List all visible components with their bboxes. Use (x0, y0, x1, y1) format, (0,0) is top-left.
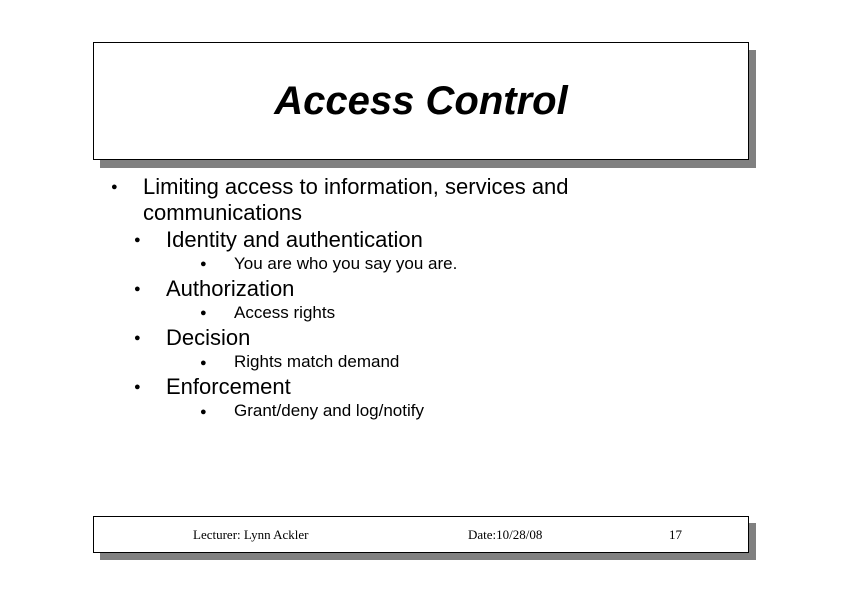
detail-identity: You are who you say you are. (234, 254, 458, 273)
detail-authorization: Access rights (234, 303, 336, 322)
bullet-icon: ● (200, 307, 207, 319)
sub-point-authorization: Authorization (166, 276, 295, 301)
bullet-icon: ● (134, 332, 141, 344)
detail-decision: Rights match demand (234, 352, 400, 371)
sub-point-identity: Identity and authentication (166, 227, 423, 252)
slide-title: Access Control (274, 78, 568, 123)
footer-page-number: 17 (669, 527, 682, 542)
bullet-icon: ● (134, 283, 141, 295)
main-point-line-2: communications (143, 200, 302, 225)
sub-point-enforcement: Enforcement (166, 374, 291, 399)
sub-point-decision: Decision (166, 325, 251, 350)
bullet-icon: ● (111, 181, 118, 193)
bullet-icon: ● (134, 234, 141, 246)
detail-enforcement: Grant/deny and log/notify (234, 401, 424, 420)
title-box (93, 42, 749, 160)
footer-lecturer: Lecturer: Lynn Ackler (193, 527, 309, 542)
footer-date: Date:10/28/08 (468, 527, 543, 542)
bullet-icon: ● (200, 406, 207, 418)
bullet-icon: ● (200, 258, 207, 270)
bullet-icon: ● (200, 357, 207, 369)
footer (93, 516, 749, 553)
main-point-line-1: Limiting access to information, services and (143, 174, 569, 199)
bullet-icon: ● (134, 381, 141, 393)
